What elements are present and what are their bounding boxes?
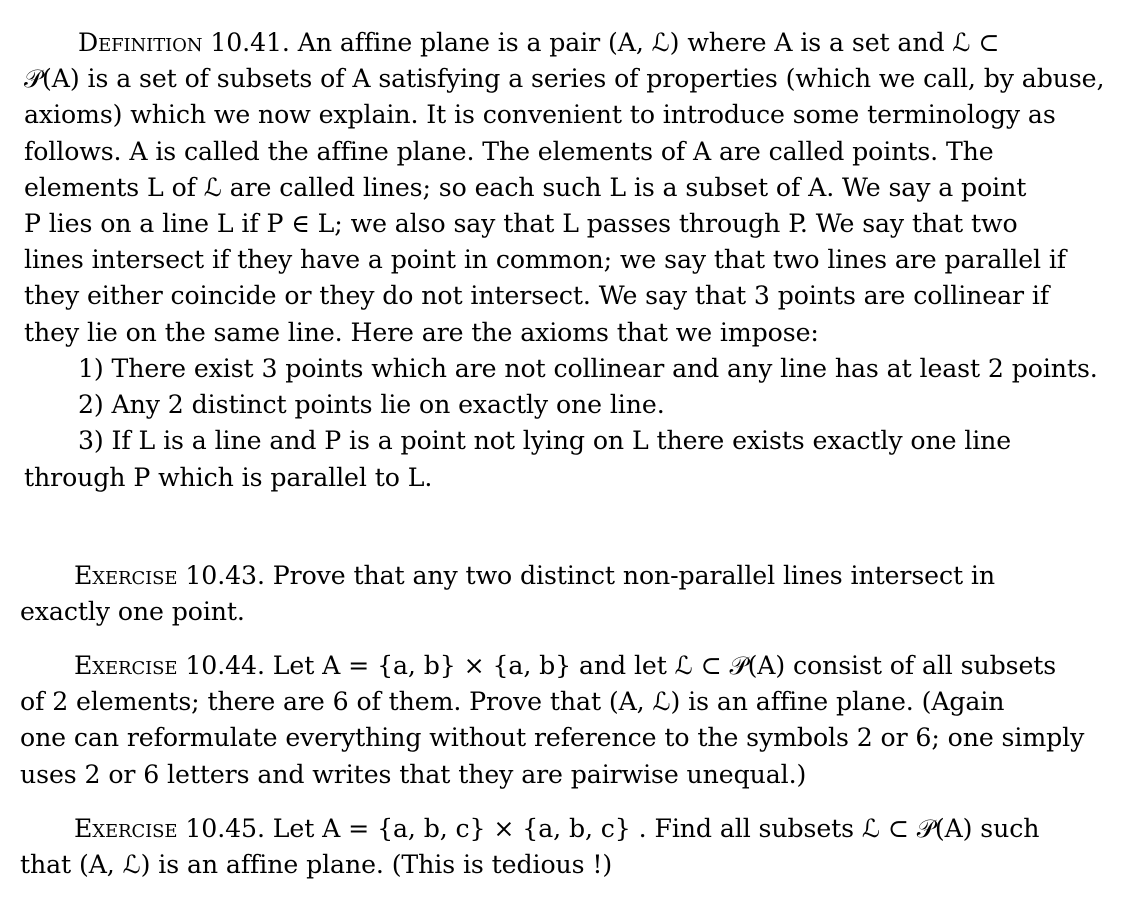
definition-text-line-4: follows. A is called the affine plane. The elements of A are called points. The bbox=[24, 136, 994, 166]
axiom-2: 2) Any 2 distinct points lie on exactly one line. bbox=[78, 390, 665, 420]
exercise-44-text-line-1: Let A = {a, b} × {a, b} and let ℒ ⊂ 𝒫(A) consist of all subsets bbox=[272, 651, 1057, 680]
definition-text-line-6: P lies on a line L if P ∈ L; we also say that L passes through P. We say that two bbox=[24, 209, 1018, 239]
definition-text-line-9: they lie on the same line. Here are the axioms that we impose: bbox=[24, 317, 819, 347]
axioms-list bbox=[24, 351, 1111, 496]
exercise-45-heading: Exercise 10.45. bbox=[74, 814, 265, 843]
definition-text-line-7: lines intersect if they have a point in common; we say that two lines are parallel if bbox=[24, 245, 1067, 275]
axiom-3-line-2: through P which is parallel to L. bbox=[24, 462, 433, 492]
exercise-45-text-line-1: Let A = {a, b, c} × {a, b, c} . Find all subsets ℒ ⊂ 𝒫(A) such bbox=[272, 814, 1040, 843]
exercise-43-text-line-2: exactly one point. bbox=[20, 597, 245, 627]
definition-heading: Definition 10.41. bbox=[78, 28, 290, 57]
exercise-43-first-line bbox=[20, 558, 1107, 594]
exercise-44-text-line-3: one can reformulate everything without reference to the symbols 2 or 6; one simply bbox=[20, 723, 1085, 753]
definition-text-line-3: axioms) which we now explain. It is convenient to introduce some terminology as bbox=[24, 100, 1056, 130]
definition-10-41 bbox=[24, 25, 1111, 351]
axiom-1: 1) There exist 3 points which are not collinear and any line has at least 2 points. bbox=[78, 354, 1098, 383]
exercise-10-45 bbox=[20, 811, 1107, 883]
exercise-45-first-line bbox=[20, 811, 1107, 847]
exercise-44-heading: Exercise 10.44. bbox=[74, 651, 265, 680]
exercise-44-text-line-2: of 2 elements; there are 6 of them. Prove that (A, ℒ) is an affine plane. (Again bbox=[20, 687, 1005, 717]
axiom-3-line-1: 3) If L is a line and P is a point not lying on L there exists exactly one line bbox=[78, 426, 1012, 456]
exercise-43-heading: Exercise 10.43. bbox=[74, 561, 265, 590]
exercise-43-text-line-1: Prove that any two distinct non-parallel lines intersect in bbox=[272, 561, 995, 590]
exercise-45-text-line-2: that (A, ℒ) is an affine plane. (This is tedious !) bbox=[20, 850, 613, 880]
definition-text-line-2: 𝒫(A) is a set of subsets of A satisfying a series of properties (which we call, by abuse, bbox=[24, 64, 1105, 94]
definition-text-line-1: An affine plane is a pair (A, ℒ) where A is a set and ℒ ⊂ bbox=[297, 28, 1000, 57]
exercise-10-44 bbox=[20, 648, 1107, 793]
exercise-10-43 bbox=[20, 558, 1107, 630]
definition-first-line bbox=[24, 25, 1111, 61]
exercise-44-first-line bbox=[20, 648, 1107, 684]
exercise-44-text-line-4: uses 2 or 6 letters and writes that they are pairwise unequal.) bbox=[20, 759, 807, 789]
definition-text-line-5: elements L of ℒ are called lines; so each such L is a subset of A. We say a point bbox=[24, 172, 1027, 202]
definition-text-line-8: they either coincide or they do not intersect. We say that 3 points are collinear if bbox=[24, 281, 1050, 311]
